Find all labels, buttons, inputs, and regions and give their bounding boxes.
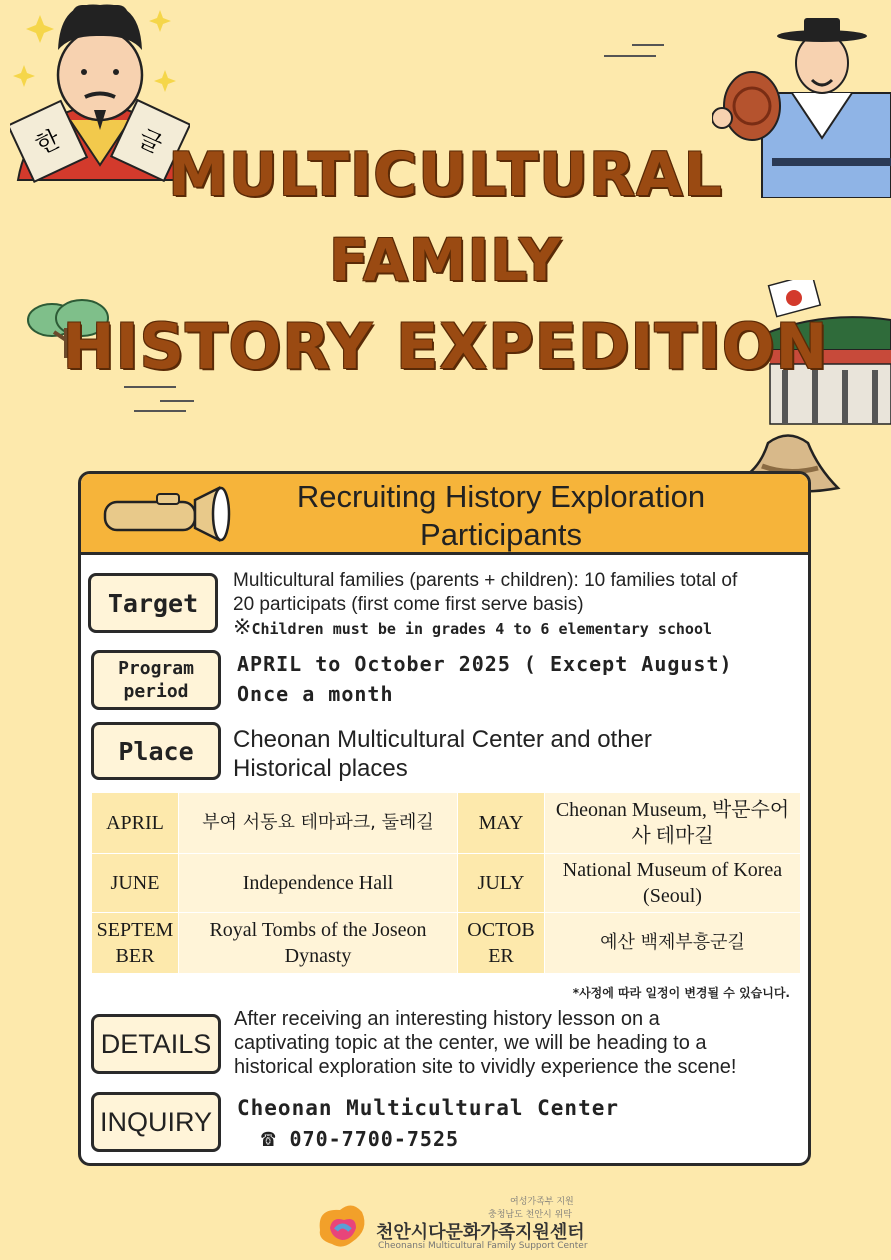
table-row — [92, 854, 800, 912]
inquiry-phone-row — [261, 1124, 459, 1152]
inquiry-phone: 070-7700-7525 — [289, 1127, 460, 1151]
target-note — [233, 614, 712, 640]
title-line-3: HISTORY EXPEDITION — [62, 310, 829, 383]
place-line-1: Cheonan Multicultural Center and other — [233, 726, 652, 753]
target-line-2: 20 participats (first come first serve basis) — [233, 594, 584, 615]
deco-line — [124, 386, 176, 388]
details-line-2: captivating topic at the center, we will be heading to a — [234, 1032, 707, 1054]
info-card — [78, 471, 811, 1166]
period-label-1: Program — [118, 658, 194, 679]
scroll-left-glyph: 한 — [31, 124, 65, 160]
schedule-note: *사정에 따라 일정이 변경될 수 있습니다. — [572, 986, 790, 1000]
inquiry-label-box — [91, 1092, 221, 1152]
period-label-2: period — [123, 681, 189, 702]
place-cell: Royal Tombs of the Joseon Dynasty — [179, 913, 457, 973]
details-line-3: historical exploration site to vividly experience the scene! — [234, 1056, 737, 1078]
details-label-box — [91, 1014, 221, 1074]
place-cell: Cheonan Museum, 박문수어사 테마길 — [545, 793, 800, 853]
target-label-box — [88, 573, 218, 633]
period-label-box — [91, 650, 221, 710]
target-note-text: Children must be in grades 4 to 6 elementary school — [251, 620, 713, 638]
month-cell: OCTOBER — [458, 913, 544, 973]
details-label: DETAILS — [100, 1028, 212, 1059]
note-mark-icon: ※ — [233, 614, 252, 639]
table-row — [92, 793, 800, 853]
place-cell: National Museum of Korea (Seoul) — [545, 854, 800, 912]
inquiry-label: INQUIRY — [99, 1106, 213, 1137]
details-line-1: After receiving an interesting history lesson on a — [234, 1008, 660, 1030]
place-label-box — [91, 722, 221, 780]
title-line-2: FAMILY — [328, 226, 563, 294]
month-cell: JULY — [458, 854, 544, 912]
center-logo-icon — [312, 1200, 372, 1250]
title-line-1: MULTICULTURAL — [168, 140, 723, 210]
deco-line — [604, 55, 656, 57]
target-label: Target — [107, 588, 199, 618]
flashlight-icon — [101, 482, 236, 544]
target-line-1: Multicultural families (parents + children): 10 families total of — [233, 570, 738, 591]
schedule-table — [91, 792, 801, 974]
period-line-2: Once a month — [237, 682, 394, 706]
month-cell: JUNE — [92, 854, 178, 912]
place-cell: Independence Hall — [179, 854, 457, 912]
scroll-right-glyph: 글 — [133, 123, 167, 159]
deco-line — [160, 400, 194, 402]
place-cell: 부여 서동요 테마파크, 둘레길 — [179, 793, 457, 853]
month-cell: SEPTEMBER — [92, 913, 178, 973]
footer-sponsor-1: 여성가족부 지원 — [510, 1197, 574, 1207]
footer-sponsor-2: 충청남도 천안시 위탁 — [488, 1210, 572, 1220]
month-cell: MAY — [458, 793, 544, 853]
card-header — [81, 474, 808, 555]
place-cell: 예산 백제부흥군길 — [545, 913, 800, 973]
period-line-1: APRIL to October 2025 ( Except August) — [237, 652, 733, 676]
month-cell: APRIL — [92, 793, 178, 853]
place-line-2: Historical places — [233, 755, 408, 782]
footer-org-kr: 천안시다문화가족지원센터 — [376, 1222, 585, 1243]
footer-org-en: Cheonansi Multicultural Family Support Center — [378, 1241, 588, 1251]
table-row — [92, 913, 800, 973]
deco-line — [632, 44, 664, 46]
place-label: Place — [118, 736, 194, 766]
deco-line — [134, 410, 186, 412]
phone-icon: ☎ — [261, 1124, 277, 1152]
inquiry-org: Cheonan Multicultural Center — [237, 1096, 620, 1120]
banner-heading: Recruiting History Exploration Participants — [296, 479, 706, 552]
